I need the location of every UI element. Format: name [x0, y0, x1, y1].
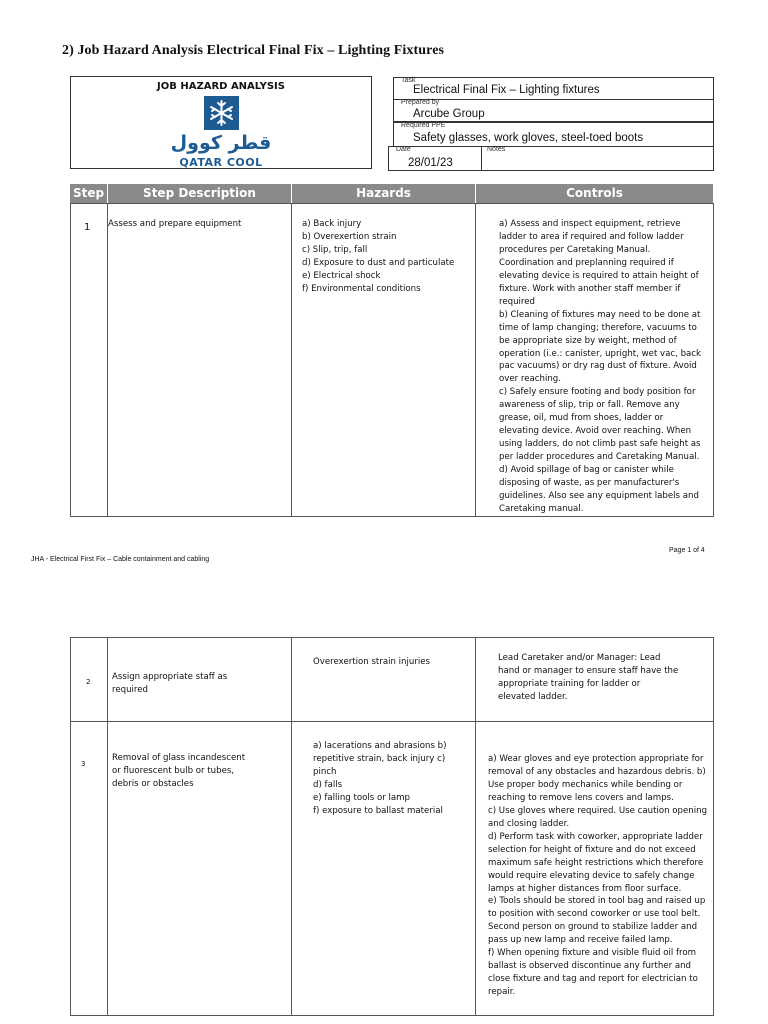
header-step: Step [70, 184, 107, 203]
logo-english-text: QATAR COOL [179, 156, 263, 169]
table-row-2-controls-cell [475, 637, 714, 722]
table-row-1-description-cell [107, 203, 292, 517]
table-row-3-description-cell [107, 721, 292, 1016]
ppe-label: Required PPE [401, 122, 446, 129]
table-row-3-step-cell [70, 721, 108, 1016]
header-hazards: Hazards [292, 184, 475, 203]
controls-list: Lead Caretaker and/or Manager: Lead hand or manager to ensure staff have the appropriate training for ladder or elevated ladder. [498, 653, 679, 702]
header-controls: Controls [476, 184, 713, 203]
step-number: 1 [84, 222, 91, 233]
snowflake-logo-icon [204, 96, 239, 130]
page-number: Page 1 of 4 [669, 547, 705, 554]
task-field [393, 77, 714, 100]
table-row-1-controls-cell [475, 203, 714, 517]
step-number: 2 [86, 678, 91, 686]
table-row-1-step-cell [70, 203, 108, 517]
ppe-value: Safety glasses, work gloves, steel-toed boots [413, 132, 644, 144]
task-label: Task [401, 77, 416, 84]
step-description: Assign appropriate staff as required [112, 672, 228, 695]
header-step-description: Step Description [108, 184, 291, 203]
task-value: Electrical Final Fix – Lighting fixtures [413, 84, 600, 96]
logo-arabic-text: قطر كوول [170, 132, 272, 154]
table-row-1-hazards-cell [291, 203, 476, 517]
jha-heading: JOB HAZARD ANALYSIS [157, 81, 285, 92]
date-label: Date [396, 146, 411, 153]
notes-label: Notes [487, 146, 506, 153]
footer-document-reference: JHA - Electrical First Fix – Cable containment and cabling [31, 556, 210, 563]
prepared-by-value: Arcube Group [413, 108, 485, 120]
table-row-2-step-cell [70, 637, 108, 722]
step-description: Assess and prepare equipment [108, 219, 242, 229]
prepared-by-label: Prepared by [401, 99, 440, 106]
step-description: Removal of glass incandescent or fluorescent bulb or tubes, debris or obstacles [112, 753, 246, 789]
step-number: 3 [81, 760, 86, 768]
table-row-2-hazards-cell [291, 637, 476, 722]
notes-field [481, 146, 714, 171]
date-value: 28/01/23 [408, 157, 453, 169]
table-row-3-hazards-cell [291, 721, 476, 1016]
hazards-list: a) lacerations and abrasions b) repetitive strain, back injury c) pinch d) falls e) falling tools or lamp f) exposure to ballast material [313, 741, 447, 816]
controls-list: a) Wear gloves and eye protection appropriate for removal of any obstacles and hazardous debris. b) Use proper body mechanics while bending or reaching to remove lens covers and lamps. c) Use gloves where required. Use caution opening and closing ladder. d) Perform task with coworker, appropriate ladder selection for height of fixture and do not exceed maximum safe height restrictions which therefore would require elevating device to safely change lamps at higher distances from floor surface. e) Tools should be stored in tool bag and raised up to position with second coworker or use tool belt. Second person on ground to stabilize ladder and pass up new lamp and receive failed lamp. f) When opening fixture and visible fluid oil from ballast is observed discontinue any further and close fixture and tag and report for electrician to repair. [488, 754, 708, 998]
jha-logo-box [70, 76, 372, 169]
table-row-2-description-cell [107, 637, 292, 722]
hazards-list: a) Back injury b) Overexertion strain c) Slip, trip, fall d) Exposure to dust and particulate e) Electrical shock f) Environmental conditions [302, 219, 455, 294]
date-field [388, 146, 482, 171]
ppe-field [393, 122, 714, 147]
table-row-3-controls-cell [475, 721, 714, 1016]
hazards-list: Overexertion strain injuries [313, 657, 431, 667]
controls-list: a) Assess and inspect equipment, retrieve ladder to area if required and follow ladder procedures per Caretaking Manual. Coordination and preplanning required if elevating device is required to attain height of fixture. Work with another staff member if required b) Cleaning of fixtures may need to be done at time of lamp changing; therefore, vacuums to be appropriate size by weight, method of operation (i.e.: canister, upright, wet vac, back pac vacuums) or dry rag dust of fixture. Avoid over reaching. c) Safely ensure footing and body position for awareness of slip, trip or fall. Remove any grease, oil, mud from shoes, ladder or elevating device. Avoid over reaching. When using ladders, do not climb past safe height as per ladder procedures and Caretaking Manual. d) Avoid spillage of bag or canister while disposing of waste, as per manufacturer's guidelines. Also see any equipment labels and Caretaking manual. [499, 219, 702, 514]
document-title: 2) Job Hazard Analysis Electrical Final Fix – Lighting Fixtures [62, 43, 445, 58]
prepared-by-field [393, 99, 714, 122]
